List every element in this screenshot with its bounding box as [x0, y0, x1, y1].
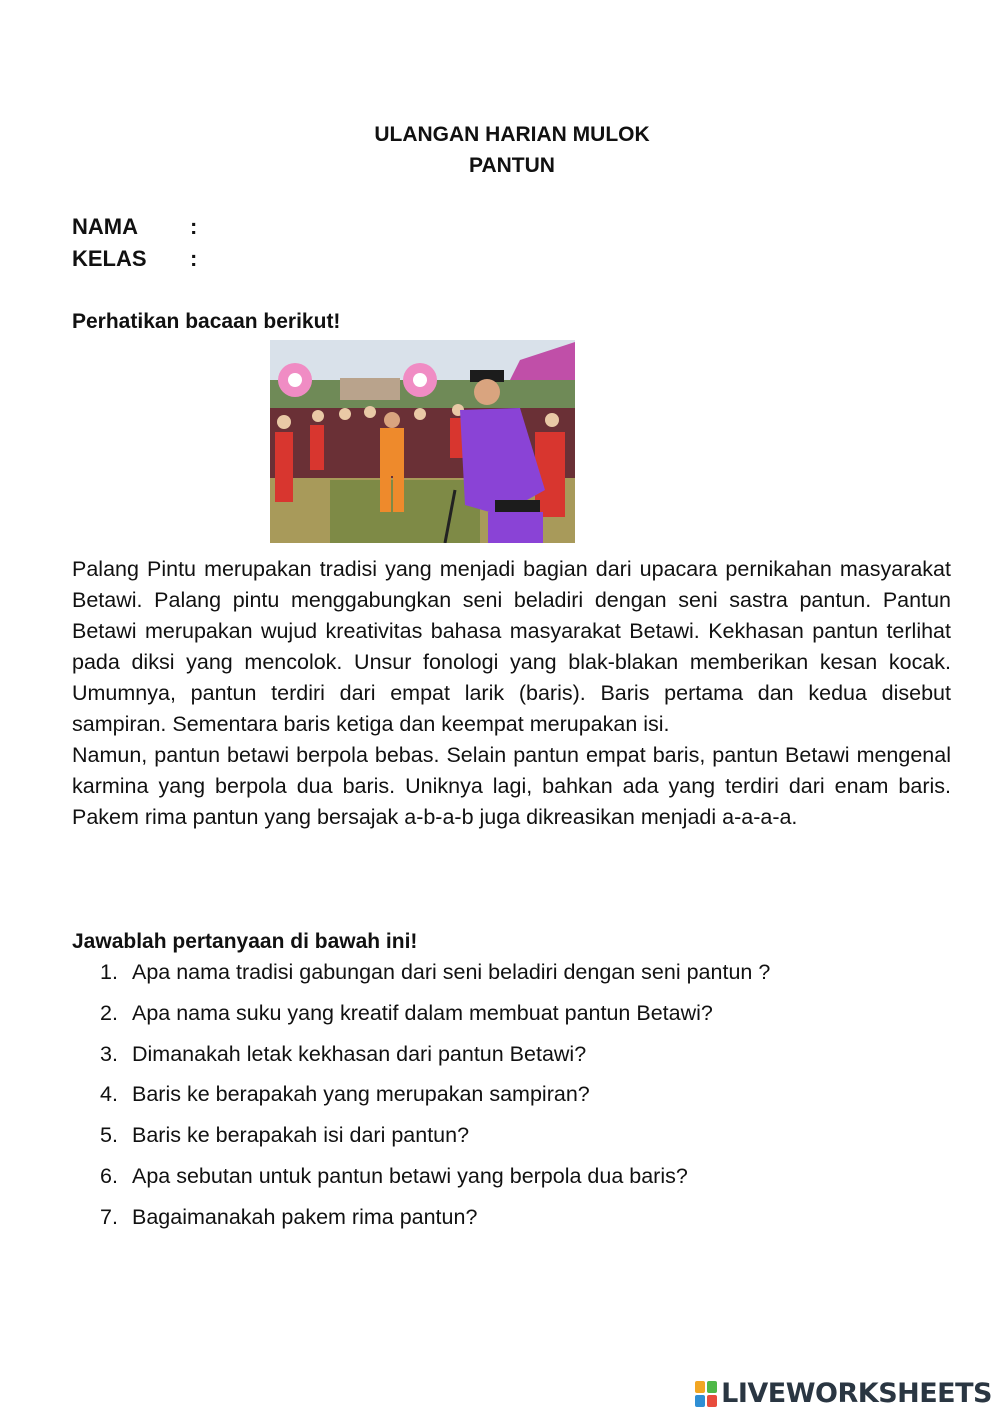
- question-list: [72, 957, 770, 1243]
- question-item: [72, 1079, 770, 1120]
- question-item: [72, 998, 770, 1039]
- question-number: 5.: [100, 1123, 118, 1148]
- liveworksheets-brand[interactable]: [695, 1378, 992, 1409]
- question-text: Apa sebutan untuk pantun betawi yang berpola dua baris?: [132, 1163, 688, 1188]
- question-item: [72, 957, 770, 998]
- question-text: Bagaimanakah pakem rima pantun?: [132, 1204, 478, 1229]
- questions-instruction: Jawablah pertanyaan di bawah ini!: [72, 930, 418, 953]
- question-number: 3.: [100, 1041, 118, 1066]
- passage-paragraph-2: Namun, pantun betawi berpola bebas. Selain pantun empat baris, pantun Betawi mengenal karmina yang berpola dua baris. Uniknya lagi, bahkan ada yang terdiri dari enam baris. Pakem rima pantun yang bersajak a-b-a-b juga dikreasikan menjadi a-a-a-a.: [72, 743, 951, 829]
- worksheet-subtitle: PANTUN: [469, 154, 555, 177]
- question-text: Apa nama tradisi gabungan dari seni beladiri dengan seni pantun ?: [132, 960, 771, 984]
- question-item: [72, 1120, 770, 1161]
- worksheet-title: ULANGAN HARIAN MULOK: [374, 123, 650, 146]
- question-item: [72, 1202, 770, 1243]
- question-number: 1.: [100, 960, 118, 984]
- question-text: Dimanakah letak kekhasan dari pantun Betawi?: [132, 1041, 587, 1066]
- name-field: [72, 212, 198, 242]
- reading-instruction: Perhatikan bacaan berikut!: [72, 310, 341, 333]
- question-text: Baris ke berapakah isi dari pantun?: [132, 1123, 470, 1148]
- question-text: Baris ke berapakah yang merupakan sampiran?: [132, 1082, 590, 1107]
- question-item: [72, 1039, 770, 1080]
- class-colon: :: [190, 246, 198, 271]
- name-colon: :: [190, 214, 198, 239]
- question-number: 4.: [100, 1082, 118, 1107]
- class-label: KELAS: [72, 246, 147, 271]
- question-text: Apa nama suku yang kreatif dalam membuat pantun Betawi?: [132, 1000, 713, 1025]
- question-number: 7.: [100, 1204, 118, 1229]
- reading-passage: [72, 554, 951, 833]
- name-label: NAMA: [72, 214, 138, 239]
- question-number: 2.: [100, 1000, 118, 1025]
- question-item: [72, 1161, 770, 1202]
- palang-pintu-photo: [270, 340, 575, 543]
- class-field: [72, 244, 198, 274]
- passage-paragraph-1: Palang Pintu merupakan tradisi yang menjadi bagian dari upacara pernikahan masyarakat Betawi. Palang pintu menggabungkan seni beladiri dengan seni sastra pantun. Pantun Betawi merupakan wujud kreativitas bahasa masyarakat Betawi. Kekhasan pantun terlihat pada diksi yang mencolok. Unsur fonologi yang blak-blakan memberikan kesan kocak. Umumnya, pantun terdiri dari empat larik (baris). Baris pertama dan kedua disebut sampiran. Sementara baris ketiga dan keempat merupakan isi.: [72, 557, 951, 736]
- question-number: 6.: [100, 1163, 118, 1188]
- brand-name: LIVEWORKSHEETS: [721, 1378, 992, 1409]
- liveworksheets-logo-icon: [695, 1381, 717, 1407]
